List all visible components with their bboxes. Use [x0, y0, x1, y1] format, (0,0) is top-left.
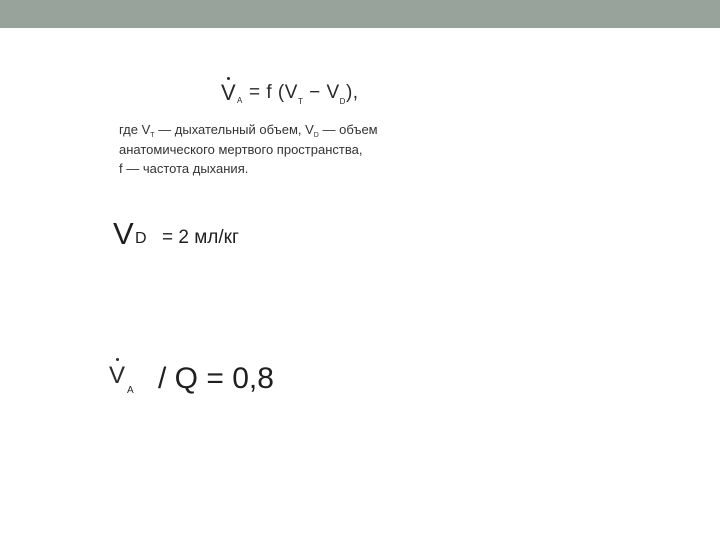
description-line-2: анатомического мертвого пространства, — [119, 142, 363, 157]
formula-lhs-symbol: V — [221, 80, 236, 105]
ratio-subscript: A — [127, 385, 134, 396]
ratio-text: / Q = 0,8 — [158, 362, 274, 395]
ratio-symbol: V — [109, 362, 126, 389]
vd-subscript: D — [135, 230, 147, 247]
formula-lhs-subscript: A — [237, 96, 243, 105]
formula-image — [0, 0, 720, 200]
formula-rhs: = f $(V_T - V_D)$, — [249, 82, 359, 106]
ratio-dot-accent — [116, 358, 119, 361]
vd-value: = 2 мл/кг — [162, 227, 239, 248]
vd-symbol: V — [113, 216, 134, 251]
description-line-1: где $V_T$ — дыхательный объем, $V_D$ — объем — [119, 122, 378, 139]
description-line-3: f — частота дыхания. — [119, 161, 249, 176]
